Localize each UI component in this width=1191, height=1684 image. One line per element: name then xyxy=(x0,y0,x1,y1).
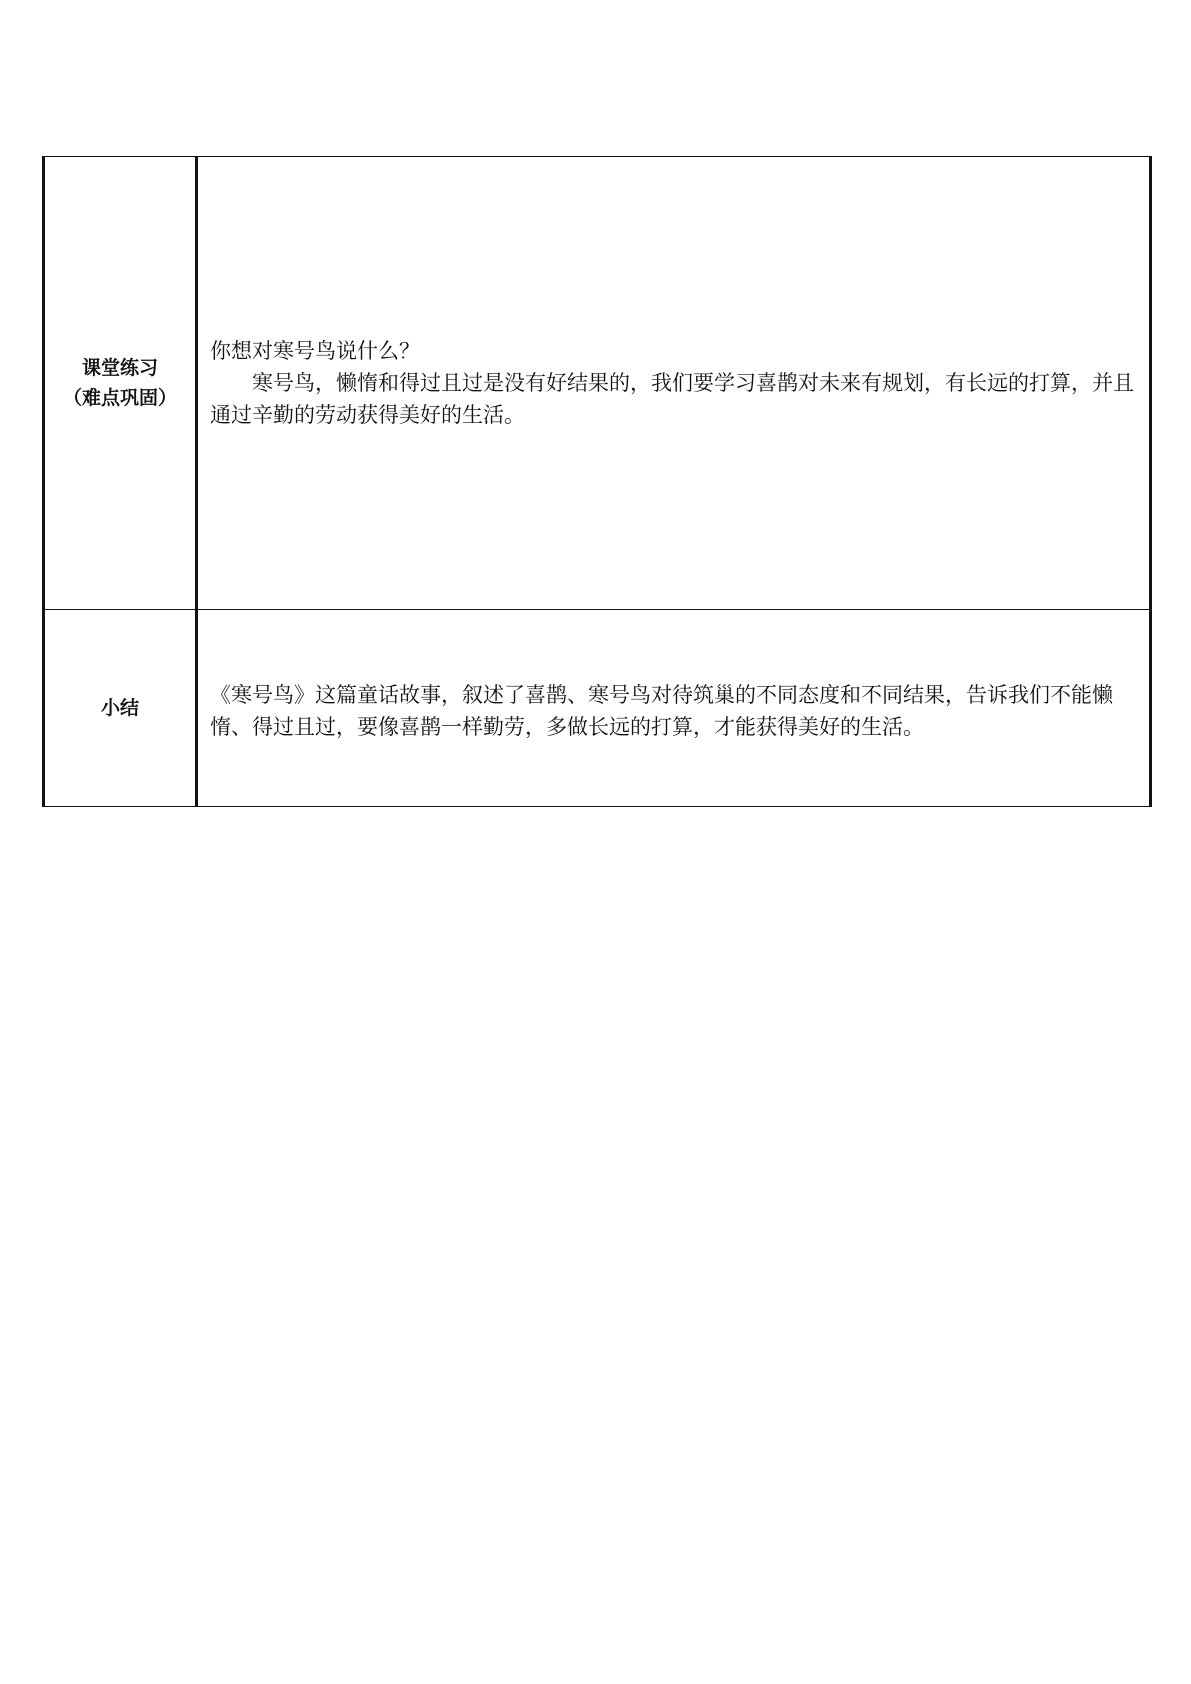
row-label-classroom-practice xyxy=(44,157,197,610)
row-label-summary xyxy=(44,610,197,807)
practice-answer: 寒号鸟，懒惰和得过且过是没有好结果的，我们要学习喜鹊对未来有规划，有长远的打算，并且通过辛勤的劳动获得美好的生活。 xyxy=(210,371,1134,427)
practice-content-cell xyxy=(197,157,1151,610)
table-row-classroom-practice xyxy=(44,157,1151,610)
summary-content-cell xyxy=(197,610,1151,807)
table-row-summary xyxy=(44,610,1151,807)
lesson-plan-table xyxy=(42,156,1152,807)
row-label-summary-text: 小结 xyxy=(100,697,139,719)
row-label-line-1: 课堂练习 xyxy=(81,357,158,379)
practice-question: 你想对寒号鸟说什么？ xyxy=(210,339,420,363)
summary-text: 《寒号鸟》这篇童话故事，叙述了喜鹊、寒号鸟对待筑巢的不同态度和不同结果，告诉我们不能懒惰、得过且过，要像喜鹊一样勤劳，多做长远的打算，才能获得美好的生活。 xyxy=(210,683,1113,739)
row-label-line-2: （难点巩固） xyxy=(62,387,177,409)
